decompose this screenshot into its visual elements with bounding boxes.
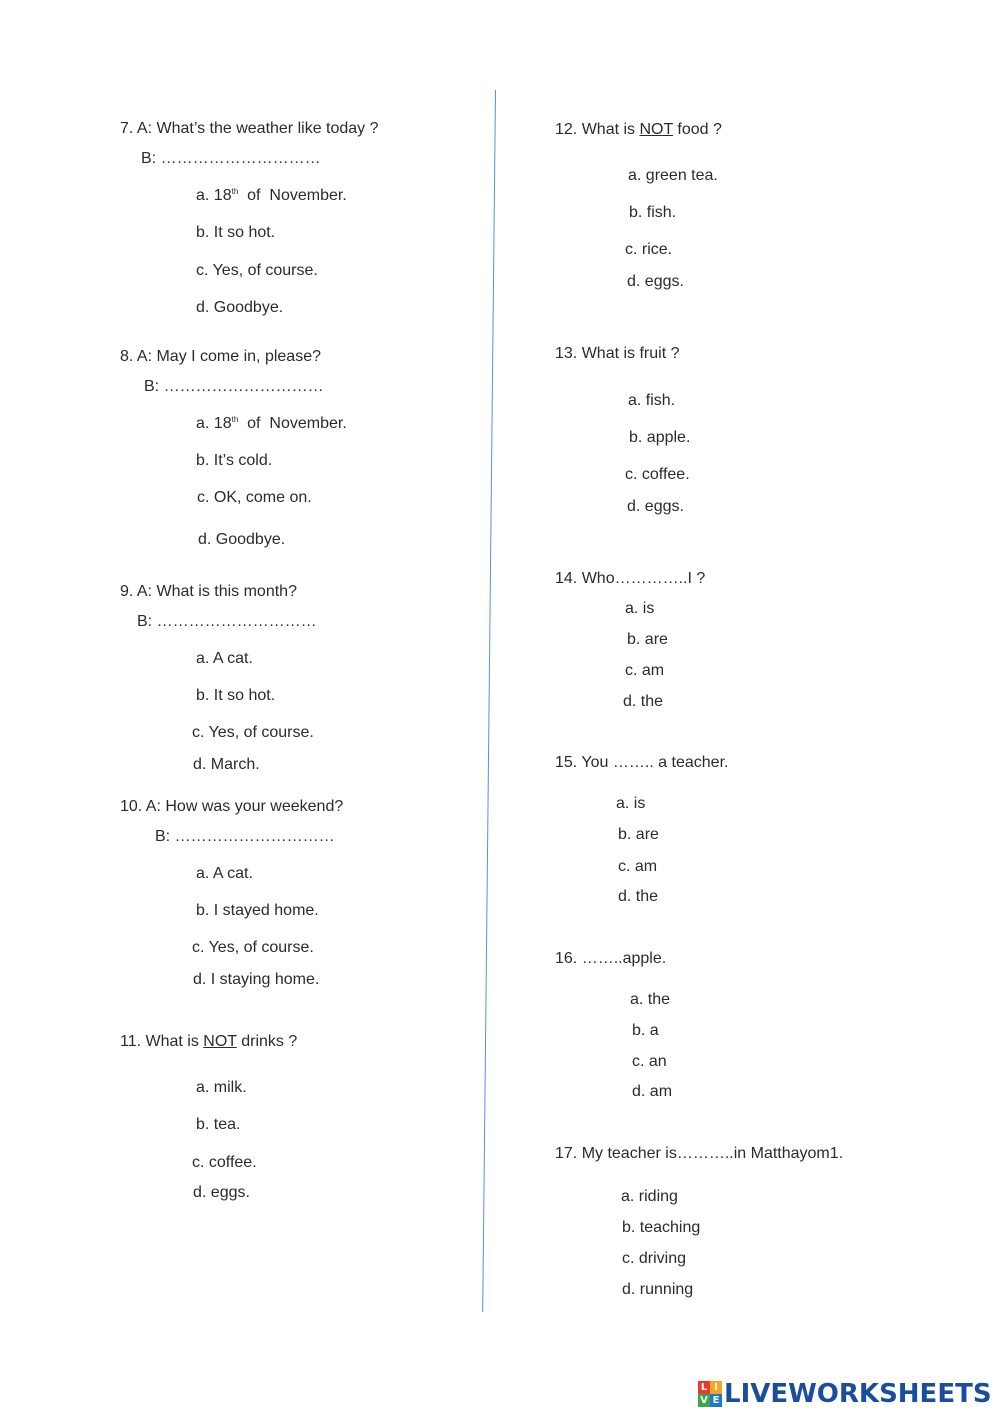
q17-option-c[interactable]: c. driving [622, 1250, 687, 1267]
q7-option-a-sup: th [231, 187, 239, 196]
q8-option-b[interactable]: b. It’s cold. [196, 452, 273, 469]
q16-option-c[interactable]: c. an [632, 1053, 667, 1070]
q13-option-d[interactable]: d. eggs. [627, 498, 684, 515]
q11-stem [120, 1032, 297, 1052]
q16-stem: 16. ……..apple. [555, 950, 667, 967]
q8-option-c[interactable]: c. OK, come on. [197, 489, 312, 506]
q11-option-a[interactable]: a. milk. [196, 1079, 247, 1096]
q14-option-c[interactable]: c. am [625, 662, 665, 679]
q17-option-b[interactable]: b. teaching [622, 1219, 701, 1236]
q7-answer-blank[interactable]: B: ………………………… [141, 150, 321, 167]
q13-option-a[interactable]: a. fish. [628, 392, 676, 409]
q7-option-d[interactable]: d. Goodbye. [196, 299, 284, 316]
q8-stem: 8. A: May I come in, please? [120, 348, 321, 365]
q11-option-b[interactable]: b. tea. [196, 1116, 241, 1133]
q7-option-a[interactable] [196, 186, 347, 206]
q8-option-a-rest: of November. [238, 415, 347, 432]
logo-mark-letter-i: I [710, 1381, 722, 1394]
q7-option-c[interactable]: c. Yes, of course. [196, 262, 318, 279]
q11-option-d[interactable]: d. eggs. [193, 1184, 250, 1201]
q7-option-a-rest: of November. [238, 187, 347, 204]
q10-option-a[interactable]: a. A cat. [196, 865, 253, 882]
q16-option-d[interactable]: d. am [632, 1083, 673, 1100]
q14-stem: 14. Who…………..I ? [555, 570, 706, 587]
q13-option-b[interactable]: b. apple. [629, 429, 691, 446]
logo-mark-letter-l: L [698, 1381, 710, 1394]
logo-mark-icon [698, 1381, 722, 1407]
q7-option-a-text: a. 18 [196, 187, 232, 204]
q8-option-a-text: a. 18 [196, 415, 232, 432]
liveworksheets-logo[interactable] [698, 1378, 992, 1410]
q10-option-b[interactable]: b. I stayed home. [196, 902, 319, 919]
q13-option-c[interactable]: c. coffee. [625, 466, 690, 483]
q14-option-a[interactable]: a. is [625, 600, 655, 617]
q15-stem: 15. You …….. a teacher. [555, 754, 729, 771]
q15-option-a[interactable]: a. is [616, 795, 646, 812]
divider-line [482, 90, 496, 1312]
q17-option-a[interactable]: a. riding [621, 1188, 678, 1205]
q16-option-b[interactable]: b. a [632, 1022, 659, 1039]
q12-stem-not: NOT [639, 121, 673, 138]
q10-stem: 10. A: How was your weekend? [120, 798, 344, 815]
logo-mark-letter-e: E [710, 1394, 722, 1407]
q12-option-d[interactable]: d. eggs. [627, 273, 684, 290]
q16-option-a[interactable]: a. the [630, 991, 671, 1008]
logo-text: LIVEWORKSHEETS [724, 1379, 992, 1409]
q11-stem-not: NOT [203, 1033, 237, 1050]
q15-option-c[interactable]: c. am [618, 858, 658, 875]
q7-option-b[interactable]: b. It so hot. [196, 224, 276, 241]
q11-option-c[interactable]: c. coffee. [192, 1154, 257, 1171]
q9-answer-blank[interactable]: B: ………………………… [137, 613, 317, 630]
q12-stem [555, 120, 722, 140]
q9-stem: 9. A: What is this month? [120, 583, 297, 600]
q12-option-a[interactable]: a. green tea. [628, 167, 718, 184]
q12-option-c[interactable]: c. rice. [625, 241, 673, 258]
q11-stem-post: drinks ? [236, 1033, 298, 1050]
q13-stem: 13. What is fruit ? [555, 345, 680, 362]
q9-option-c[interactable]: c. Yes, of course. [192, 724, 314, 741]
q12-option-b[interactable]: b. fish. [629, 204, 677, 221]
q7-stem: 7. A: What’s the weather like today ? [120, 120, 379, 137]
q8-answer-blank[interactable]: B: ………………………… [144, 378, 324, 395]
q8-option-d[interactable]: d. Goodbye. [198, 531, 286, 548]
q9-option-d[interactable]: d. March. [193, 756, 260, 773]
logo-mark-letter-v: V [698, 1394, 710, 1407]
q17-option-d[interactable]: d. running [622, 1281, 694, 1298]
q15-option-b[interactable]: b. are [618, 826, 659, 843]
q10-option-c[interactable]: c. Yes, of course. [192, 939, 314, 956]
q10-answer-blank[interactable]: B: ………………………… [155, 828, 335, 845]
q14-option-b[interactable]: b. are [627, 631, 668, 648]
q10-option-d[interactable]: d. I staying home. [193, 971, 320, 988]
q14-option-d[interactable]: d. the [623, 693, 664, 710]
q17-stem: 17. My teacher is………..in Matthayom1. [555, 1145, 844, 1162]
q12-stem-post: food ? [672, 121, 722, 138]
q9-option-b[interactable]: b. It so hot. [196, 687, 276, 704]
q12-stem-pre: 12. What is [555, 121, 640, 138]
q15-option-d[interactable]: d. the [618, 888, 659, 905]
q8-option-a[interactable] [196, 414, 347, 434]
q8-option-a-sup: th [231, 415, 239, 424]
q11-stem-pre: 11. What is [120, 1033, 204, 1050]
q9-option-a[interactable]: a. A cat. [196, 650, 253, 667]
